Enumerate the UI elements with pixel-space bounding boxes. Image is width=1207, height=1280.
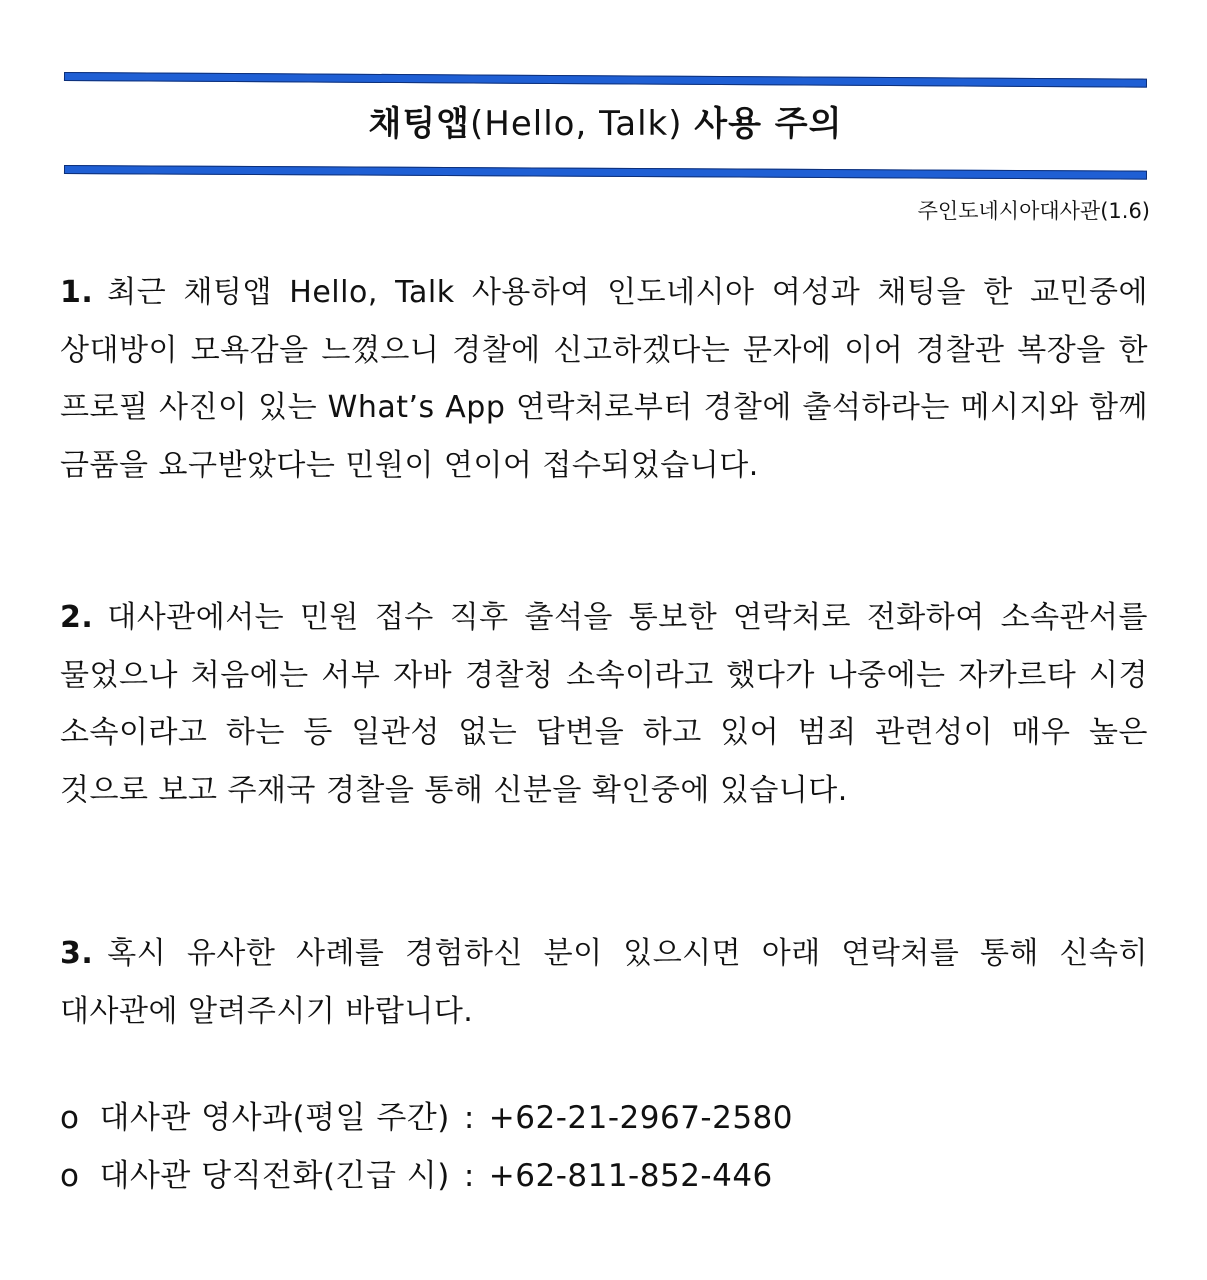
document-title — [64, 100, 1147, 148]
contact-consular — [60, 1089, 793, 1147]
paragraph-3 — [60, 925, 1148, 1040]
paragraph-2 — [60, 589, 1148, 819]
contact-duty — [60, 1147, 773, 1205]
paragraph-text: 대사관에서는 민원 접수 직후 출석을 통보한 연락처로 전화하여 소속관서를 물었으나 처음에는 서부 자바 경찰청 소속이라고 했다가 나중에는 자카르타 시경 소속이라고 하는 등 일관성 없는 답변을 하고 있어 범죄 관련성이 매우 높은 것으로 보고 주재국 경찰을 통해 신분을 확인중에 있습니다. — [60, 600, 1148, 808]
contact-label: 대사관 영사과(평일 주간) — [99, 1100, 450, 1136]
title-app-name: (Hello, Talk) — [470, 104, 683, 144]
contact-phone: +62-811-852-446 — [488, 1158, 773, 1194]
title-prefix: 채팅앱 — [368, 104, 471, 144]
title-suffix: 사용 주의 — [694, 104, 843, 144]
paragraph-number: 2. — [60, 600, 94, 635]
contact-phone: +62-21-2967-2580 — [488, 1100, 793, 1136]
top-blue-rule — [64, 72, 1147, 88]
paragraph-text: 혹시 유사한 사례를 경험하신 분이 있으시면 아래 연락처를 통해 신속히 대사관에 알려주시기 바랍니다. — [60, 936, 1148, 1029]
contact-bullet: o — [60, 1100, 80, 1136]
paragraph-number: 1. — [60, 275, 94, 310]
contact-separator: : — [463, 1100, 475, 1136]
paragraph-text: 최근 채팅앱 Hello, Talk 사용하여 인도네시아 여성과 채팅을 한 교민중에 상대방이 모욕감을 느꼈으니 경찰에 신고하겠다는 문자에 이어 경찰관 복장을 한 프로필 사진이 있는 What’s App 연락처로부터 경찰에 출석하라는 메시지와 함께 금품을 요구받았다는 민원이 연이어 접수되었습니다. — [60, 275, 1148, 483]
paragraph-number: 3. — [60, 936, 94, 971]
issuer-line: 주인도네시아대사관(1.6) — [917, 199, 1150, 223]
contact-bullet: o — [60, 1158, 80, 1194]
paragraph-1 — [60, 264, 1148, 494]
bottom-blue-rule — [64, 165, 1147, 180]
contact-separator: : — [463, 1158, 475, 1194]
contact-label: 대사관 당직전화(긴급 시) — [99, 1158, 450, 1194]
